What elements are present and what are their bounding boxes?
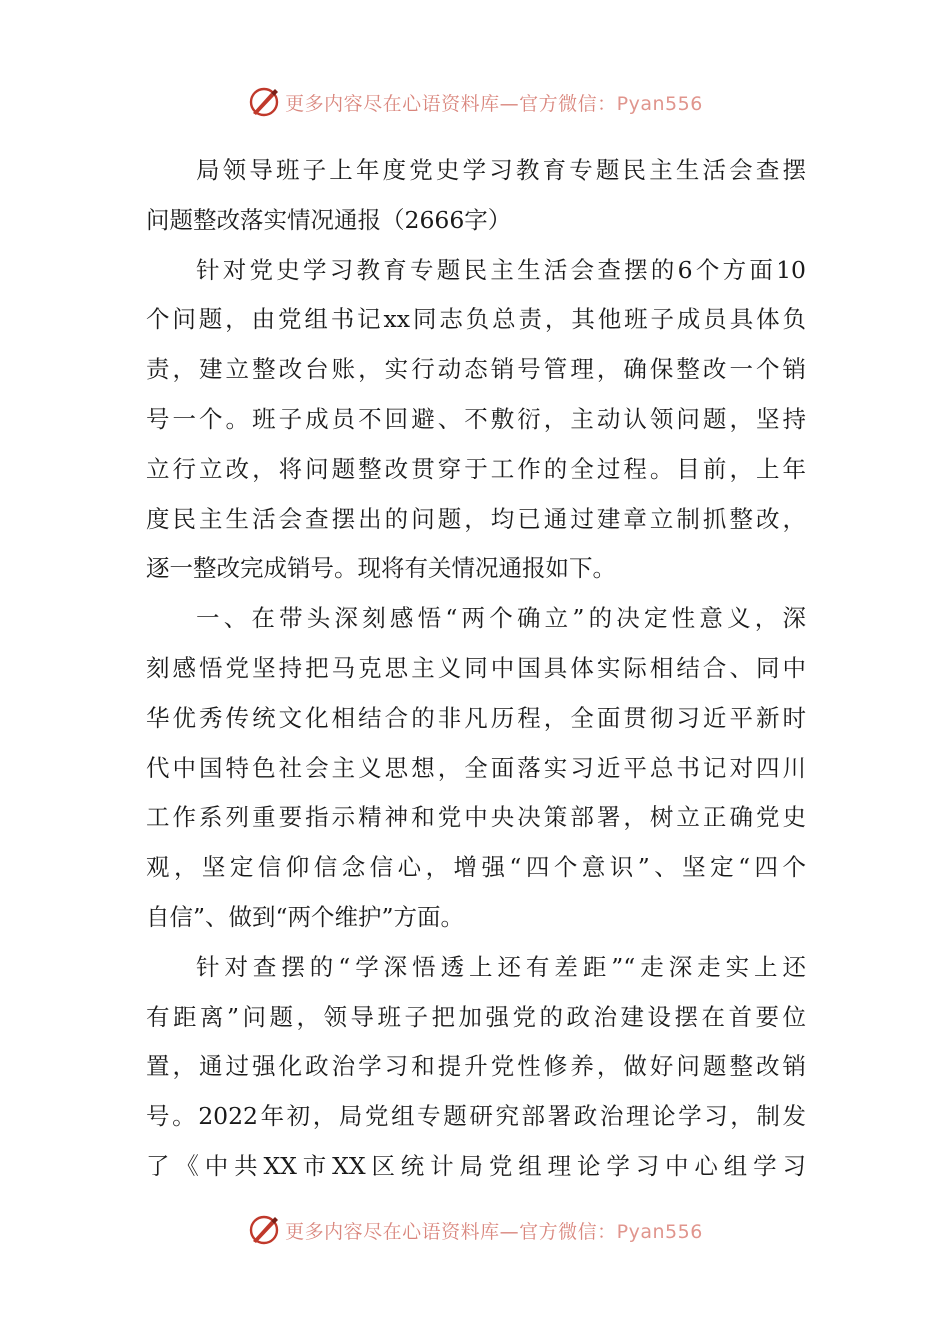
text-line: 工作系列重要指示精神和党中央决策部署，树立正确党史 [146, 803, 806, 832]
text-line: 一、在带头深刻感悟“两个确立”的决定性意义，深 [196, 604, 806, 633]
text-line: 立行立改，将问题整改贯穿于工作的全过程。目前，上年 [146, 454, 806, 483]
text-line: 观，坚定信仰信念信心，增强“四个意识”、坚定“四个 [146, 853, 806, 882]
watermark-text [285, 1217, 703, 1244]
watermark-label: 更多内容尽在心语资料库—官方微信： [285, 92, 617, 115]
text-line: 责，建立整改台账，实行动态销号管理，确保整改一个销 [146, 355, 806, 384]
text-line: 问题整改落实情况通报（2666字） [146, 205, 512, 234]
text-line: 局领导班子上年度党史学习教育专题民主生活会查摆 [196, 156, 806, 184]
text-line: 号一个。班子成员不回避、不敷衍，主动认领问题，坚持 [146, 404, 806, 433]
text-line: 刻感悟党坚持把马克思主义同中国具体实际相结合、同中 [146, 653, 806, 682]
text-line: 代中国特色社会主义思想，全面落实习近平总书记对四川 [146, 753, 806, 782]
text-line: 针对查摆的“学深悟透上还有差距”“走深走实上还 [196, 952, 806, 981]
text-line: 自信”、做到“两个维护”方面。 [146, 902, 465, 931]
text-line: 针对党史学习教育专题民主生活会查摆的6个方面10 [196, 255, 806, 284]
watermark-wechat-id: Pyan556 [616, 92, 703, 115]
text-line: 华优秀传统文化相结合的非凡历程，全面贯彻习近平新时 [146, 703, 806, 732]
text-line: 了《中共XX市XX区统计局党组理论学习中心组学习 [146, 1151, 806, 1180]
text-line: 逐一整改完成销号。现将有关情况通报如下。 [146, 554, 616, 583]
text-line: 置，通过强化政治学习和提升党性修养，做好问题整改销 [146, 1052, 806, 1081]
text-line: 号。2022年初，局党组专题研究部署政治理论学习，制发 [146, 1102, 806, 1131]
watermark-header [0, 82, 950, 122]
watermark-footer [0, 1210, 950, 1250]
text-line: 个问题，由党组书记xx同志负总责，其他班子成员具体负 [146, 305, 806, 334]
text-line: 有距离”问题，领导班子把加强党的政治建设摆在首要位 [146, 1002, 806, 1031]
text-line: 度民主生活会查摆出的问题，均已通过建章立制抓整改， [146, 504, 806, 533]
watermark-wechat-id: Pyan556 [616, 1220, 703, 1243]
watermark-label: 更多内容尽在心语资料库—官方微信： [285, 1220, 617, 1243]
watermark-text [285, 89, 703, 116]
pen-circle-logo-icon [247, 85, 281, 119]
pen-circle-logo-icon [247, 1213, 281, 1247]
document-body [146, 146, 806, 1192]
